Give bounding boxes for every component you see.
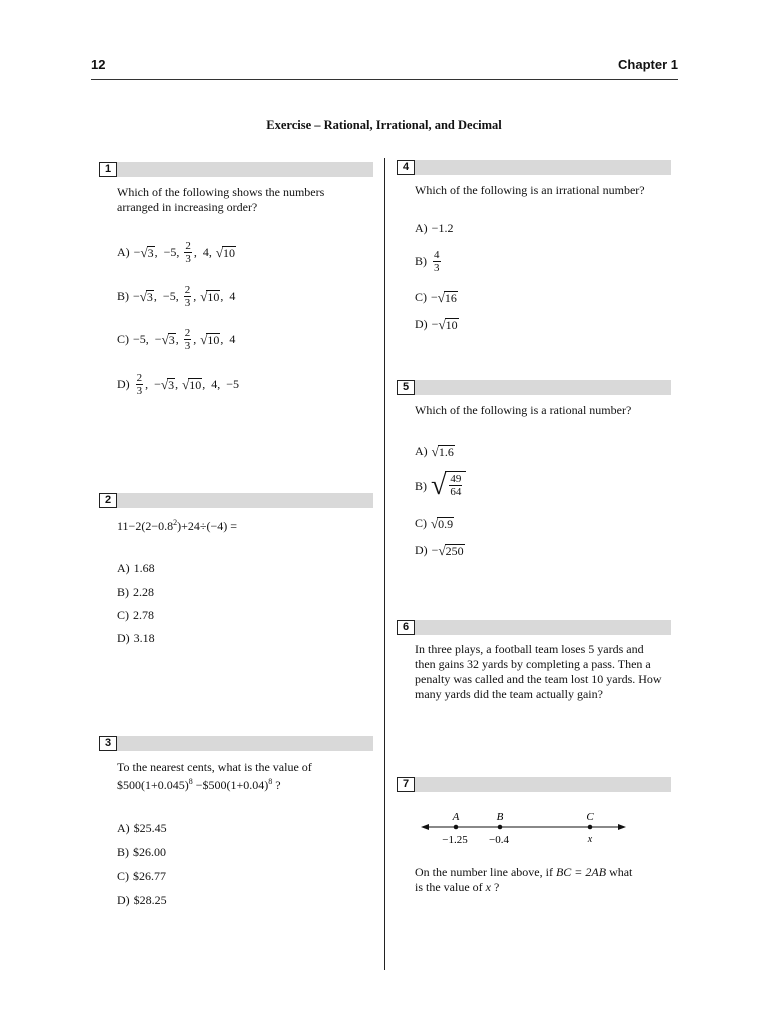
q3-option-c[interactable] xyxy=(117,869,166,884)
radical-sign-icon: √ xyxy=(200,288,208,304)
q3-option-c-value: $26.77 xyxy=(133,869,166,883)
question-7-number: 7 xyxy=(397,777,415,792)
term: −5, xyxy=(133,332,149,346)
question-1-number: 1 xyxy=(99,162,117,177)
q4-option-d[interactable] xyxy=(415,317,459,332)
radical-sign-icon: √ xyxy=(160,376,169,392)
expr-part: 11−2(2−0.8 xyxy=(117,519,174,533)
radical xyxy=(182,378,202,392)
q1-option-a-label: A) xyxy=(117,245,130,259)
fraction-two-thirds xyxy=(184,327,192,352)
q3-option-d[interactable] xyxy=(117,893,167,908)
comma: , xyxy=(175,377,179,391)
q6-stem: In three plays, a football team loses 5 yards and then gains 32 yards by completing a pass. Then a penalty was called and the team lost 10 yards. How many yards did the team actually gain? xyxy=(415,642,662,701)
comma: , xyxy=(153,289,157,303)
page-header xyxy=(91,52,678,80)
q3-option-b-label: B) xyxy=(117,845,129,859)
radical-sign-icon: √ xyxy=(438,542,446,558)
radical-sign-icon: √ xyxy=(182,376,190,392)
minus-sign: − xyxy=(431,317,439,331)
point-a-value: −1.25 xyxy=(442,834,468,846)
stem-part: what xyxy=(606,865,633,879)
q5-option-c[interactable] xyxy=(415,516,454,531)
stem-part: ? xyxy=(490,880,500,894)
question-4-bar xyxy=(397,160,671,175)
minus-sign: − xyxy=(133,245,141,259)
exponent: 8 xyxy=(188,777,193,786)
radical xyxy=(438,318,458,332)
q1-option-b[interactable] xyxy=(117,284,235,309)
denominator: 3 xyxy=(184,340,191,352)
q3-option-a[interactable] xyxy=(117,821,167,836)
point-b-label: B xyxy=(496,811,504,823)
question-2-number: 2 xyxy=(99,493,117,508)
denominator: 3 xyxy=(185,253,191,265)
radical-sign-icon: √ xyxy=(140,244,148,260)
q3-option-b-value: $26.00 xyxy=(133,845,166,859)
q2-option-b[interactable] xyxy=(117,585,154,600)
fraction-four-thirds xyxy=(433,249,441,274)
minus-sign: − xyxy=(431,290,438,304)
numerator: 2 xyxy=(185,240,191,252)
fraction-two-thirds xyxy=(136,372,144,397)
expr-part: ? xyxy=(272,778,281,792)
radical xyxy=(200,290,220,304)
comma: , xyxy=(193,332,197,346)
question-3-bar xyxy=(99,736,373,751)
q1-option-c[interactable] xyxy=(117,327,235,352)
q5-stem: Which of the following is a rational number? xyxy=(415,403,632,417)
q3-option-a-label: A) xyxy=(117,821,130,835)
radicand: 10 xyxy=(445,317,458,332)
radical xyxy=(216,246,236,260)
point-c-label: C xyxy=(586,811,594,823)
exponent: 2 xyxy=(173,518,178,527)
radicand: 1.6 xyxy=(438,444,454,459)
radicand: 3 xyxy=(168,377,175,392)
q7-stem-line1 xyxy=(415,865,632,880)
expr-part: −$500(1+0.04) xyxy=(192,778,269,792)
q2-option-a-label: A) xyxy=(117,561,130,575)
radical-sign-icon: √ xyxy=(437,289,445,305)
fraction-49-64 xyxy=(449,473,462,498)
q4-option-a-value: −1.2 xyxy=(431,221,454,235)
left-arrow-icon xyxy=(421,824,429,830)
q4-option-b[interactable] xyxy=(415,249,443,274)
number-line xyxy=(415,805,635,850)
q1-stem-line1: Which of the following shows the numbers xyxy=(117,185,325,199)
radical xyxy=(140,246,154,260)
comma: , xyxy=(193,289,197,303)
radicand: 10 xyxy=(207,289,220,304)
term: −5, xyxy=(163,245,180,259)
comma: , xyxy=(220,332,224,346)
q3-option-c-label: C) xyxy=(117,869,129,883)
numerator: 49 xyxy=(450,473,462,485)
q5-option-b[interactable] xyxy=(415,471,466,501)
radical-sign-icon: √ xyxy=(431,470,447,501)
comma: , xyxy=(202,377,206,391)
q4-stem: Which of the following is an irrational number? xyxy=(415,183,645,197)
radicand: 250 xyxy=(445,543,464,558)
comma: , xyxy=(220,289,224,303)
q4-option-b-label: B) xyxy=(415,254,427,268)
q2-option-a[interactable] xyxy=(117,561,155,576)
q4-option-d-label: D) xyxy=(415,317,428,331)
q2-option-b-value: 2.28 xyxy=(133,585,154,599)
expr-part: )+24÷(−4) = xyxy=(177,519,237,533)
minus-sign: − xyxy=(133,289,140,303)
term: 4, xyxy=(202,245,212,259)
minus-sign: − xyxy=(154,332,162,346)
q3-stem: To the nearest cents, what is the value of xyxy=(117,760,312,774)
equation: BC = 2AB xyxy=(555,865,607,879)
q2-option-a-value: 1.68 xyxy=(133,561,155,575)
minus-sign: − xyxy=(431,543,439,557)
point-c-dot xyxy=(588,825,593,830)
radicand: 3 xyxy=(146,289,153,304)
q3-option-d-value: $28.25 xyxy=(133,893,167,907)
radicand: 10 xyxy=(189,377,202,392)
q1-option-c-label: C) xyxy=(117,332,129,346)
radical xyxy=(200,333,220,347)
term: −5, xyxy=(162,289,179,303)
radicand: 10 xyxy=(223,245,236,260)
radical-sign-icon: √ xyxy=(438,316,446,332)
comma: , xyxy=(145,377,149,391)
radical-sign-icon: √ xyxy=(215,244,224,260)
fraction-two-thirds xyxy=(184,284,192,309)
q5-option-a[interactable] xyxy=(415,444,455,459)
comma: , xyxy=(175,332,179,346)
q2-option-d[interactable] xyxy=(117,631,155,646)
term: 4 xyxy=(229,332,236,346)
point-a-dot xyxy=(454,825,459,830)
q2-expression xyxy=(117,519,237,534)
comma: , xyxy=(193,245,197,259)
exercise-title: Exercise – Rational, Irrational, and Decimal xyxy=(266,118,502,132)
comma: , xyxy=(154,245,158,259)
radical-sign-icon: √ xyxy=(431,515,439,531)
right-arrow-icon xyxy=(618,824,626,830)
radical xyxy=(438,291,458,305)
question-5-number: 5 xyxy=(397,380,415,395)
point-a-label: A xyxy=(452,811,460,823)
q3-option-d-label: D) xyxy=(117,893,130,907)
radical xyxy=(432,445,455,459)
question-2-bar xyxy=(99,493,373,508)
fraction-two-thirds xyxy=(184,240,192,265)
q2-option-d-value: 3.18 xyxy=(133,631,155,645)
term: 4 xyxy=(229,289,236,303)
q2-option-c-value: 2.78 xyxy=(133,608,154,622)
q7-stem-line2 xyxy=(415,880,499,895)
term: −5 xyxy=(226,377,240,391)
q2-option-c-label: C) xyxy=(117,608,129,622)
q4-option-a[interactable] xyxy=(415,221,453,236)
expr-part: $500(1+0.045) xyxy=(117,778,189,792)
numerator: 2 xyxy=(136,372,143,384)
q2-option-d-label: D) xyxy=(117,631,130,645)
question-5-bar xyxy=(397,380,671,395)
chapter-label: Chapter 1 xyxy=(618,57,678,72)
question-6-number: 6 xyxy=(397,620,415,635)
q1-option-d[interactable] xyxy=(117,372,239,397)
q5-option-b-label: B) xyxy=(415,478,427,493)
numerator: 2 xyxy=(184,327,191,339)
minus-sign: − xyxy=(154,377,161,391)
stem-part: On the number line above, if xyxy=(415,865,556,879)
column-divider xyxy=(384,158,385,970)
q3-expression xyxy=(117,778,281,793)
exponent: 8 xyxy=(268,777,273,786)
q5-option-c-label: C) xyxy=(415,516,427,530)
q4-option-a-label: A) xyxy=(415,221,428,235)
question-4-number: 4 xyxy=(397,160,415,175)
q3-option-a-value: $25.45 xyxy=(133,821,167,835)
radical xyxy=(161,378,175,392)
radicand: 3 xyxy=(147,245,154,260)
radical xyxy=(438,544,464,558)
radicand xyxy=(445,471,466,501)
radicand: 16 xyxy=(444,290,457,305)
radical-sign-icon: √ xyxy=(161,331,169,347)
radical xyxy=(162,333,176,347)
q1-option-b-label: B) xyxy=(117,289,129,303)
q4-option-c-label: C) xyxy=(415,290,427,304)
numerator: 4 xyxy=(434,249,440,261)
radicand: 10 xyxy=(207,332,220,347)
radical-sign-icon: √ xyxy=(200,331,208,347)
q5-option-a-label: A) xyxy=(415,444,428,458)
point-b-dot xyxy=(498,825,503,830)
radicand: 3 xyxy=(168,332,175,347)
radicand: 0.9 xyxy=(438,516,454,531)
q1-option-a[interactable] xyxy=(117,240,236,265)
point-c-value: x xyxy=(587,834,593,845)
q1-option-d-label: D) xyxy=(117,377,130,391)
question-7-bar xyxy=(397,777,671,792)
q5-option-d[interactable] xyxy=(415,543,465,558)
question-6-bar xyxy=(397,620,671,635)
radical xyxy=(431,517,454,531)
q2-option-c[interactable] xyxy=(117,608,154,623)
radical xyxy=(140,290,154,304)
q5-option-d-label: D) xyxy=(415,543,428,557)
q1-stem-line2: arranged in increasing order? xyxy=(117,200,258,214)
radical-sign-icon: √ xyxy=(139,288,147,304)
denominator: 3 xyxy=(184,297,191,309)
q3-option-b[interactable] xyxy=(117,845,166,860)
q4-option-c[interactable] xyxy=(415,290,458,305)
stem-part: is the value of xyxy=(415,880,486,894)
denominator: 64 xyxy=(450,486,462,498)
numerator: 2 xyxy=(184,284,191,296)
question-1-bar xyxy=(99,162,373,177)
q2-option-b-label: B) xyxy=(117,585,129,599)
variable: x xyxy=(485,880,491,894)
term: 4, xyxy=(211,377,221,391)
denominator: 3 xyxy=(434,262,440,274)
radical xyxy=(431,471,466,501)
radical-sign-icon: √ xyxy=(431,443,439,459)
question-3-number: 3 xyxy=(99,736,117,751)
page-number: 12 xyxy=(91,57,106,72)
denominator: 3 xyxy=(136,385,143,397)
point-b-value: −0.4 xyxy=(489,834,509,846)
